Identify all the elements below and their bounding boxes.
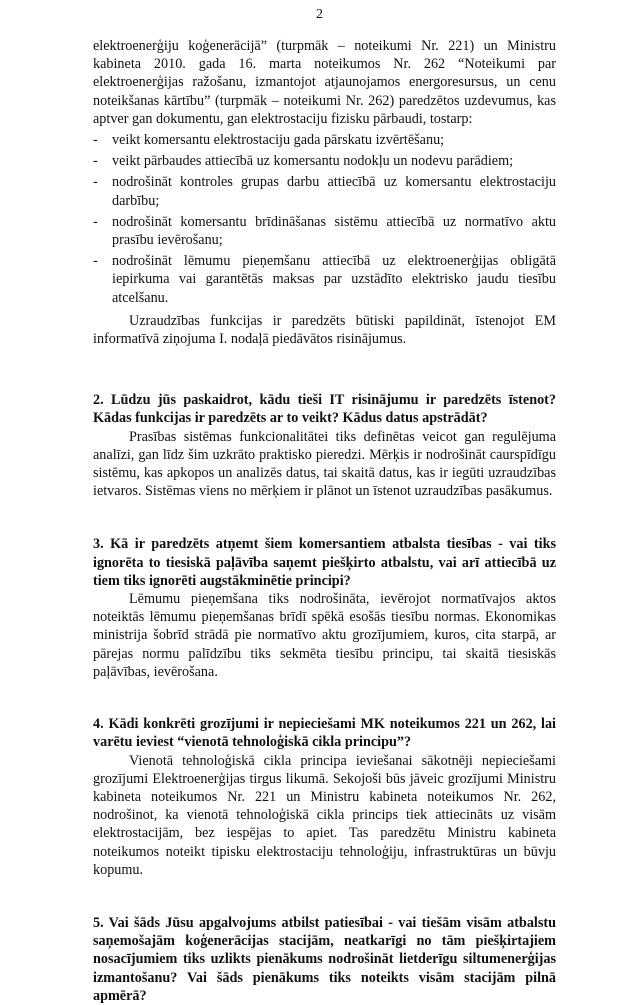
list-item — [93, 131, 556, 149]
document-body — [93, 37, 556, 1005]
list-item — [93, 213, 556, 249]
task-list — [93, 131, 556, 307]
dash-bullet-icon: - — [93, 132, 98, 149]
list-item — [93, 252, 556, 307]
list-item — [93, 152, 556, 170]
page-number: 2 — [316, 7, 323, 22]
question-2-heading: 2. Lūdzu jūs paskaidrot, kādu tieši IT risinājumu ir paredzēts īstenot? Kādas funkcijas ir paredzēts ar to veikt? Kādus datus apstrādāt? — [93, 392, 556, 427]
question-3-heading: 3. Kā ir paredzēts atņemt šiem komersantiem atbalsta tiesības - vai tiks ignorēta to tiesiskā paļāvība saņemt piešķirto atbalstu, vai arī attiecībā uz tiem tiks ignorēti augstākminētie principi? — [93, 536, 556, 589]
dash-bullet-icon: - — [93, 253, 98, 270]
question-5-heading: 5. Vai šāds Jūsu apgalvojums atbilst patiesībai - vai tiešām visām atbalstu saņemošajām koģenerācijas stacijām, neatkarīgi no tām piešķirtajiem nosacījumiem tiks uzlikts pienākums nodrošināt lietderīgu siltumenerģijas izmantošanu? Vai šāds pienākums tiks noteikts visām stacijām pilnā apmērā? — [93, 914, 556, 1004]
dash-bullet-icon: - — [93, 153, 98, 170]
list-item-text: veikt pārbaudes attiecībā uz komersantu nodokļu un nodevu parādiem; — [112, 153, 514, 170]
question-4-heading: 4. Kādi konkrēti grozījumi ir nepieciešami MK noteikumos 221 un 262, lai varētu ieviest “vienotā tehnoloģiskā cikla principu”? — [93, 716, 556, 751]
answer-2-paragraph: Prasības sistēmas funkcionalitātei tiks definētas veicot gan regulējuma analīzi, gan līdz šim uzkrāto praktisko pieredzi. Mērķis ir nodrošināt caurspīdīgu sistēmu, kas apkopos un analizēs datus, tai skaitā datus, kas ir iegūti uzraudzības ietvaros. Sistēmas viens no mērķiem ir plānot un īstenot uzraudzības pasākumus. — [93, 428, 556, 500]
list-item-text: nodrošināt kontroles grupas darbu attiecībā uz komersantu elektrostaciju darbību; — [112, 174, 556, 209]
closing-paragraph: Uzraudzības funkcijas ir paredzēts būtiski papildināt, īstenojot EM informatīvā ziņojuma I. nodaļā piedāvātos risinājumus. — [93, 312, 556, 348]
dash-bullet-icon: - — [93, 174, 98, 191]
answer-4-paragraph: Vienotā tehnoloģiskā cikla principa ieviešanai sākotnēji nepieciešami grozījumi Elektroenerģijas tirgus likumā. Sekojoši būs jāveic grozījumi Ministru kabineta noteikumos Nr. 221 un Ministru kabineta noteikumos Nr. 262, nodrošinot, ka vienotā tehnoloģiskā cikla princips tiek attiecināts uz visām elektrostacijām, bez iespējas to apiet. Tas paredzētu Ministru kabineta noteikumos noteikt tipisku elektrostaciju tehnoloģiju, infrastruktūras un būvju kopumu. — [93, 752, 556, 878]
intro-paragraph: elektroenerģiju koģenerācijā” (turpmāk – noteikumi Nr. 221) un Ministru kabineta 2010. gada 16. marta noteikumos Nr. 262 “Noteikumi par elektroenerģijas ražošanu, izmantojot atjaunojamos energoresursus, un cenu noteikšanas kārtību” (turpmāk – noteikumi Nr. 262) paredzētos uzdevumus, kas aptver gan dokumentu, gan elektrostaciju fizisku pārbaudi, tostarp: — [93, 38, 556, 127]
list-item-text: nodrošināt lēmumu pieņemšanu attiecībā uz elektroenerģijas obligātā iepirkuma vai garantētās maksas par uzstādīto elektrisko jaudu tiesību atcelšanu. — [112, 253, 556, 306]
list-item-text: veikt komersantu elektrostaciju gada pārskatu izvērtēšanu; — [112, 132, 445, 149]
dash-bullet-icon: - — [93, 213, 98, 230]
list-item — [93, 173, 556, 209]
list-item-text: nodrošināt komersantu brīdināšanas sistēmu attiecībā uz normatīvo aktu prasību ievērošanu; — [112, 213, 556, 249]
answer-3-paragraph: Lēmumu pieņemšana tiks nodrošināta, ievērojot normatīvajos aktos noteiktās lēmumu pieņemšanas brīdī spēkā esošās tiesību normas. Ekonomikas ministrija šobrīd strādā pie normatīvo aktu grozījumiem, kuros, cita starpā, ar pārejas normu palīdzību tiks sekmēta tiesību principu, tai skaitā tiesiskās paļāvības, ievērošana. — [93, 591, 556, 680]
